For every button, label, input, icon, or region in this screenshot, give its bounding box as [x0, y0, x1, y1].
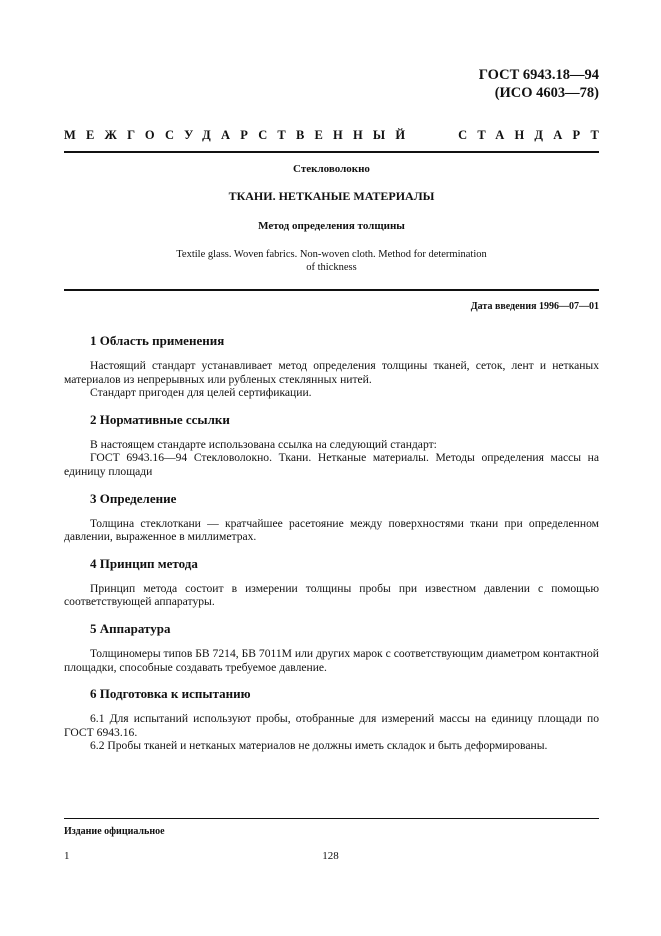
section-scope — [64, 333, 599, 400]
title-divider — [64, 289, 599, 291]
paragraph: Толщиномеры типов БВ 7214, БВ 7011М или других марок с соответствующим диаметром контактной площадки, способные создавать требуемое давление. — [64, 646, 599, 674]
title-block — [64, 163, 599, 274]
section-heading: 2 Нормативные ссылки — [90, 411, 230, 427]
subject-title: Стекловолокно — [293, 163, 370, 175]
page-number-left: 1 — [64, 850, 70, 862]
iso-number: (ИСО 4603—78) — [494, 85, 599, 101]
standard-designation — [479, 66, 599, 102]
section-heading: 6 Подготовка к испытанию — [90, 686, 251, 702]
paragraph: 6.1 Для испытаний используют пробы, отобранные для измерений массы на единицу площади по ГОСТ 6943.16. — [64, 712, 599, 739]
gost-number: ГОСТ 6943.18—94 — [478, 67, 599, 83]
page-number-center: 128 — [322, 850, 339, 862]
section-references — [64, 412, 599, 479]
english-title — [64, 248, 599, 274]
section-heading: 4 Принцип метода — [90, 555, 198, 571]
section-apparatus — [64, 621, 599, 674]
document-body — [64, 333, 599, 765]
introduction-date: Дата введения 1996—07—01 — [470, 301, 599, 312]
english-title-line1: Textile glass. Woven fabrics. Non-woven cloth. Method for determination — [176, 249, 487, 260]
banner-left-word: МЕЖГОСУДАРСТВЕННЫЙ — [64, 128, 416, 142]
paragraph: Настоящий стандарт устанавливает метод определения толщины тканей, сеток, лент и нетканых материалов из непрерывных или рубленых стеклянных нитей. — [64, 359, 599, 386]
section-heading: 1 Область применения — [90, 333, 225, 348]
paragraph: Стандарт пригоден для целей сертификации. — [90, 386, 312, 400]
edition-label: Издание официальное — [64, 826, 165, 837]
paragraph: В настоящем стандарте использована ссылка на следующий стандарт: — [90, 437, 437, 451]
paragraph: Толщина стеклоткани — кратчайшее расетояние между поверхностями ткани при определенном давлении, выраженное в миллиметрах. — [64, 516, 599, 544]
paragraph: Принцип метода состоит в измерении толщины пробы при известном давлении с помощью соответствующей аппаратуры. — [64, 581, 599, 609]
method-title: Метод определения толщины — [258, 220, 405, 232]
section-heading: 3 Определение — [90, 490, 177, 506]
section-principle — [64, 556, 599, 609]
english-title-line2: of thickness — [306, 262, 357, 273]
section-definition — [64, 491, 599, 544]
banner-right-word: СТАНДАРТ — [458, 128, 609, 142]
main-title: ТКАНИ. НЕТКАНЫЕ МАТЕРИАЛЫ — [228, 189, 435, 203]
section-heading: 5 Аппаратура — [90, 620, 171, 636]
footer-divider — [64, 818, 599, 819]
paragraph: 6.2 Пробы тканей и нетканых материалов не должны иметь складок и быть деформированы. — [90, 739, 548, 753]
section-preparation — [64, 686, 599, 753]
interstate-standard-banner — [64, 128, 609, 153]
paragraph: ГОСТ 6943.16—94 Стекловолокно. Ткани. Нетканые материалы. Методы определения массы на единицу площади — [64, 451, 599, 478]
